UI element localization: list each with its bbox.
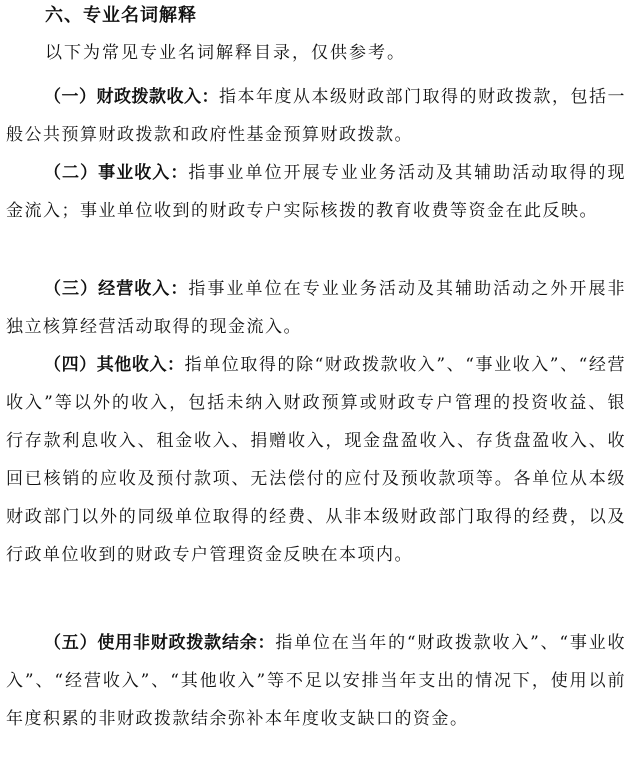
definition-business-income [6,154,626,230]
intro-text: 以下为常见专业名词解释目录，仅供参考。 [45,43,406,63]
term-definition: 指本年度从本级财政部门取得的财政拨款，包括一般公共预算财政拨款和政府性基金预算财政拨款。 [6,87,626,145]
section-title: 六、专业名词解释 [45,5,197,26]
definition-non-appropriation-balance [6,624,626,738]
term-definition: 指事业单位在专业业务活动及其辅助活动之外开展非独立核算经营活动取得的现金流入。 [6,279,627,337]
term-label: （四）其他收入： [44,355,185,375]
term-label: （三）经营收入： [44,279,189,299]
term-definition: 指单位在当年的“财政拨款收入”、“事业收入”、“经营收入”、“其他收入”等不足以安排当年支出的情况下，使用以前年度积累的非财政拨款结余弥补本年度收支缺口的资金。 [6,633,626,729]
term-label: （一）财政拨款收入： [44,87,219,107]
definition-financial-appropriation [6,78,626,154]
term-label: （五）使用非财政拨款结余： [44,633,276,653]
term-definition: 指单位取得的除“财政拨款收入”、“事业收入”、“经营收入”等以外的收入，包括未纳入财政预算或财政专户管理的投资收益、银行存款利息收入、租金收入、捐赠收入，现金盘盈收入、存货盘盈收入、收回已核销的应收及预付款项、无法偿付的应付及预收款项等。各单位从本级财政部门以外的同级单位取得的经费、从非本级财政部门取得的经费，以及行政单位收到的财政专户管理资金反映在本项内。 [6,355,626,565]
term-label: （二）事业收入： [44,163,189,183]
definition-operating-income [6,270,626,346]
term-definition: 指事业单位开展专业业务活动及其辅助活动取得的现金流入；事业单位收到的财政专户实际核拨的教育收费等资金在此反映。 [6,163,627,221]
definition-other-income [6,346,626,574]
